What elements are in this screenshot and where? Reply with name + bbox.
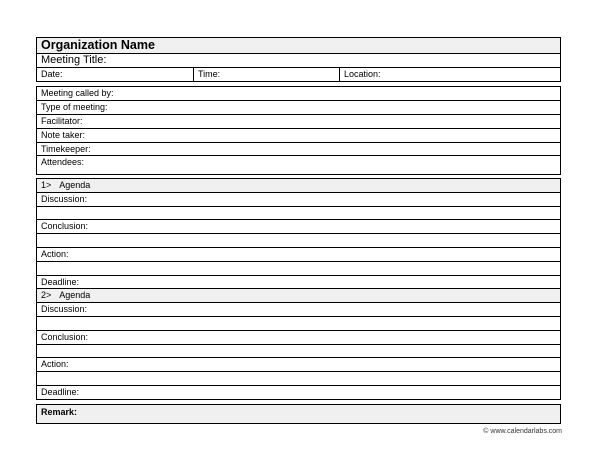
action-label: Action:	[37, 248, 560, 262]
agenda-section	[36, 178, 561, 400]
meeting-title-field[interactable]: Meeting Title:	[37, 54, 560, 68]
discussion-field[interactable]	[37, 317, 560, 331]
remark-section	[36, 404, 561, 424]
note-taker-field[interactable]: Note taker:	[37, 129, 560, 143]
organization-name[interactable]: Organization Name	[37, 38, 560, 54]
facilitator-field[interactable]: Facilitator:	[37, 115, 560, 129]
discussion-label: Discussion:	[37, 193, 560, 207]
action-field[interactable]	[37, 262, 560, 276]
time-field[interactable]: Time:	[194, 68, 340, 81]
action-label: Action:	[37, 358, 560, 372]
deadline-field[interactable]: Deadline:	[37, 276, 560, 290]
type-of-meeting-field[interactable]: Type of meeting:	[37, 101, 560, 115]
agenda-label: Agenda	[59, 290, 91, 301]
timekeeper-field[interactable]: Timekeeper:	[37, 143, 560, 157]
attendees-field[interactable]: Attendees:	[41, 157, 85, 168]
conclusion-field[interactable]	[37, 234, 560, 248]
agenda-item-header[interactable]	[37, 289, 560, 303]
header-section	[36, 37, 561, 82]
conclusion-field[interactable]	[37, 345, 560, 359]
remark-field[interactable]: Remark:	[41, 407, 78, 417]
date-field[interactable]: Date:	[37, 68, 194, 81]
footer-website[interactable]: www.calendarlabs.com	[490, 428, 562, 435]
meeting-info-section	[36, 86, 561, 175]
agenda-number: 1>	[41, 180, 52, 190]
location-field[interactable]: Location:	[344, 69, 381, 79]
action-field[interactable]	[37, 372, 560, 386]
conclusion-label: Conclusion:	[37, 331, 560, 345]
deadline-field[interactable]: Deadline:	[41, 386, 80, 397]
conclusion-label: Conclusion:	[37, 220, 560, 234]
copyright-icon: ©	[483, 428, 489, 435]
footer-credit	[483, 428, 562, 435]
discussion-label: Discussion:	[37, 303, 560, 317]
discussion-field[interactable]	[37, 207, 560, 221]
agenda-item-header[interactable]	[37, 179, 560, 193]
date-time-location-row	[37, 68, 560, 81]
agenda-label: Agenda	[59, 180, 91, 190]
agenda-number: 2>	[41, 290, 52, 301]
meeting-called-by-field[interactable]: Meeting called by:	[37, 87, 560, 101]
